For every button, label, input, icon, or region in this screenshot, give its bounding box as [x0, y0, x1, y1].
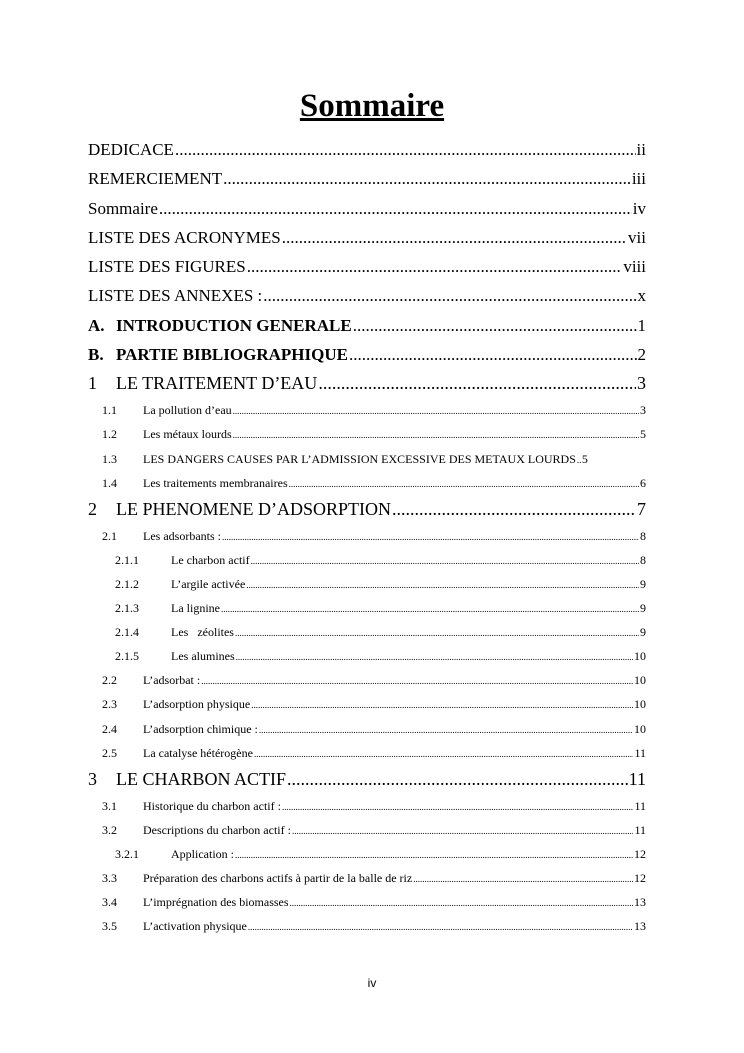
toc-label: LISTE DES FIGURES — [88, 257, 246, 277]
toc-entry-2-3[interactable] — [88, 692, 646, 716]
toc-leader — [251, 693, 633, 716]
toc-entry-1-4[interactable] — [88, 471, 646, 495]
toc-number: A. — [88, 315, 105, 335]
toc-entry-annexes[interactable] — [88, 281, 646, 310]
toc-entry-3-4[interactable] — [88, 890, 646, 914]
toc-number: 3.5 — [102, 919, 117, 934]
toc-number: 3.4 — [102, 895, 117, 910]
toc-leader — [263, 281, 636, 310]
toc-page: vii — [628, 227, 646, 247]
toc-page: 11 — [628, 768, 646, 789]
toc-entry-acronymes[interactable] — [88, 223, 646, 252]
toc-entry-1-2[interactable] — [88, 422, 646, 446]
toc-entry-2-5[interactable] — [88, 741, 646, 765]
toc-entry-introduction[interactable] — [88, 311, 646, 340]
toc-entry-2-4[interactable] — [88, 717, 646, 741]
toc-entry-3-1[interactable] — [88, 794, 646, 818]
toc-label: LE TRAITEMENT D’EAU — [116, 373, 318, 394]
toc-page: 10 — [634, 697, 646, 712]
page-number: iv — [367, 976, 377, 990]
toc-number: 1.4 — [102, 475, 117, 490]
toc-label: Application : — [171, 846, 234, 861]
toc-leader — [159, 194, 632, 223]
toc-leader — [201, 669, 633, 692]
toc-label: REMERCIEMENT — [88, 169, 223, 189]
toc-page: 11 — [634, 822, 646, 837]
toc-number: 1.1 — [102, 403, 117, 418]
toc-leader — [282, 795, 633, 818]
toc-page: 8 — [640, 528, 646, 543]
toc-entry-bibliographique[interactable] — [88, 340, 646, 369]
toc-page: 13 — [634, 919, 646, 934]
toc-label: Les métaux lourds — [143, 427, 232, 442]
toc-entry-2-1-5[interactable] — [88, 644, 646, 668]
toc-page: 11 — [634, 745, 646, 760]
toc-entry-2-1-3[interactable] — [88, 596, 646, 620]
toc-number: 3 — [88, 768, 97, 789]
toc-number: 1.3 — [102, 451, 117, 466]
toc-entry-charbon-actif[interactable] — [88, 765, 646, 794]
toc-number: 1.2 — [102, 427, 117, 442]
toc-leader — [223, 164, 631, 193]
toc-leader — [235, 621, 639, 644]
toc-leader — [233, 399, 639, 422]
toc-label: Sommaire — [88, 198, 158, 218]
toc-label: LISTE DES ACRONYMES — [88, 227, 281, 247]
toc-leader — [236, 645, 633, 668]
toc-entry-dedicace[interactable] — [88, 135, 646, 164]
toc-number: 2.2 — [102, 673, 117, 688]
toc-number: 2 — [88, 498, 97, 519]
toc-page: 5 — [640, 427, 646, 442]
toc-page: iv — [632, 198, 646, 218]
toc-leader — [247, 252, 623, 281]
table-of-contents — [88, 135, 646, 938]
toc-number: 2.4 — [102, 721, 117, 736]
toc-label: LE PHENOMENE D’ADSORPTION — [116, 498, 391, 519]
toc-label: PARTIE BIBLIOGRAPHIQUE — [116, 345, 348, 365]
toc-entry-3-2[interactable] — [88, 818, 646, 842]
toc-entry-3-5[interactable] — [88, 914, 646, 938]
toc-label: LISTE DES ANNEXES : — [88, 286, 263, 306]
toc-page: 10 — [634, 649, 646, 664]
toc-page: 3 — [640, 403, 646, 418]
toc-leader — [282, 223, 627, 252]
toc-entry-3-3[interactable] — [88, 866, 646, 890]
toc-label: Les zéolites — [171, 625, 234, 640]
toc-label: INTRODUCTION GENERALE — [116, 315, 352, 335]
toc-number: 2.1 — [102, 528, 117, 543]
toc-page: 12 — [634, 870, 646, 885]
toc-label: La catalyse hétérogène — [143, 745, 253, 760]
toc-entry-3-2-1[interactable] — [88, 842, 646, 866]
toc-page: 12 — [634, 846, 646, 861]
toc-leader — [318, 369, 636, 398]
toc-leader — [413, 867, 633, 890]
toc-page: 6 — [640, 475, 646, 490]
toc-entry-2-1-1[interactable] — [88, 548, 646, 572]
toc-label: Préparation des charbons actifs à partir de la balle de riz — [143, 870, 413, 885]
toc-number: 3.2 — [102, 822, 117, 837]
toc-leader — [175, 135, 636, 164]
toc-page: 9 — [640, 601, 646, 616]
toc-number: 2.3 — [102, 697, 117, 712]
toc-entry-figures[interactable] — [88, 252, 646, 281]
toc-entry-sommaire[interactable] — [88, 194, 646, 223]
toc-number: 2.1.1 — [115, 552, 139, 567]
toc-page: x — [637, 286, 646, 306]
toc-label: Les alumines — [171, 649, 235, 664]
toc-leader — [392, 495, 636, 524]
toc-page: 9 — [640, 625, 646, 640]
toc-entry-2-2[interactable] — [88, 668, 646, 692]
toc-leader — [248, 915, 633, 938]
toc-page: viii — [623, 257, 646, 277]
toc-leader — [290, 891, 633, 914]
toc-entry-2-1-2[interactable] — [88, 572, 646, 596]
toc-leader — [246, 573, 639, 596]
toc-label: L’imprégnation des biomasses — [143, 895, 289, 910]
toc-label: L’adsorption chimique : — [143, 721, 258, 736]
toc-label: DEDICACE — [88, 140, 174, 159]
toc-label: Historique du charbon actif : — [143, 798, 281, 813]
toc-number: 3.1 — [102, 798, 117, 813]
toc-page: 13 — [634, 895, 646, 910]
toc-label: L’argile activée — [171, 576, 246, 591]
toc-label: L’adsorption physique — [143, 697, 251, 712]
toc-label: Le charbon actif — [171, 552, 250, 567]
toc-label: Les adsorbants : — [143, 528, 221, 543]
toc-leader — [349, 340, 637, 369]
toc-page: 1 — [637, 315, 646, 335]
toc-label: Les traitements membranaires — [143, 475, 288, 490]
toc-page: 2 — [637, 345, 646, 365]
toc-label: La lignine — [171, 601, 220, 616]
toc-page: iii — [631, 169, 646, 189]
toc-label: L’adsorbat : — [143, 673, 201, 688]
toc-entry-2-1[interactable] — [88, 524, 646, 548]
toc-number: 3.3 — [102, 870, 117, 885]
toc-label: Descriptions du charbon actif : — [143, 822, 291, 837]
toc-page: 3 — [637, 373, 646, 394]
toc-number: B. — [88, 345, 104, 365]
toc-leader — [577, 448, 581, 471]
toc-label: La pollution d’eau — [143, 403, 232, 418]
toc-entry-remerciement[interactable] — [88, 164, 646, 193]
toc-entry-1-3[interactable] — [88, 447, 646, 471]
toc-leader — [221, 597, 639, 620]
toc-page: 9 — [640, 576, 646, 591]
toc-label: LES DANGERS CAUSES PAR L’ADMISSION EXCESSIVE DES METAUX LOURDS — [143, 451, 576, 466]
toc-entry-adsorption[interactable] — [88, 495, 646, 524]
toc-page: 10 — [634, 673, 646, 688]
toc-page: 7 — [637, 498, 646, 519]
toc-leader — [287, 765, 628, 794]
toc-page: 11 — [634, 798, 646, 813]
toc-number: 1 — [88, 373, 97, 394]
toc-leader — [289, 472, 639, 495]
toc-entry-traitement-eau[interactable] — [88, 369, 646, 398]
toc-page: 8 — [640, 552, 646, 567]
toc-label: LE CHARBON ACTIF — [116, 768, 287, 789]
toc-leader — [251, 549, 639, 572]
toc-leader — [292, 819, 633, 842]
toc-number: 2.1.3 — [115, 601, 139, 616]
toc-label: L’activation physique — [143, 919, 247, 934]
toc-page: 10 — [634, 721, 646, 736]
toc-leader — [222, 525, 639, 548]
toc-number: 2.1.4 — [115, 625, 139, 640]
toc-entry-2-1-4[interactable] — [88, 620, 646, 644]
toc-leader — [259, 718, 633, 741]
toc-page: 5 — [581, 451, 588, 466]
toc-leader — [254, 742, 634, 765]
toc-entry-1-1[interactable] — [88, 398, 646, 422]
toc-leader — [233, 423, 639, 446]
toc-number: 2.5 — [102, 745, 117, 760]
toc-leader — [235, 843, 633, 866]
toc-page: ii — [636, 140, 646, 159]
toc-number: 2.1.5 — [115, 649, 139, 664]
toc-number: 2.1.2 — [115, 576, 139, 591]
page-title: Sommaire — [299, 88, 445, 124]
toc-number: 3.2.1 — [115, 846, 139, 861]
toc-leader — [353, 311, 637, 340]
